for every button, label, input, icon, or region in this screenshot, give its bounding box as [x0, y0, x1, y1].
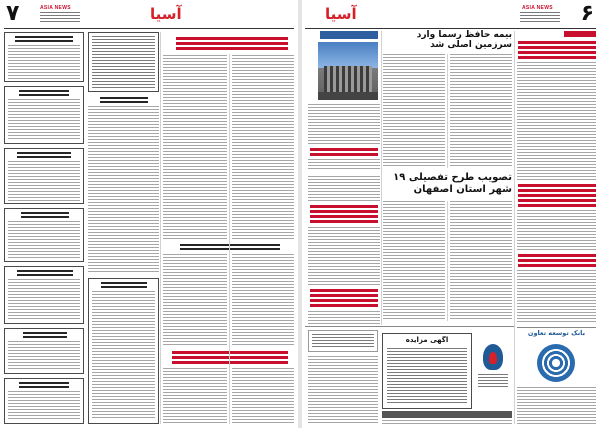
left-page	[0, 0, 298, 428]
body-text-lines	[308, 176, 380, 202]
body-text-lines	[308, 227, 380, 285]
auction-box-title: آگهی مزایده	[405, 336, 449, 344]
notice-box	[4, 86, 84, 144]
highlight-text-lines	[312, 334, 374, 348]
header-rule	[305, 28, 596, 29]
notice-heading-bar	[101, 282, 147, 288]
column-rule	[447, 54, 448, 168]
section-rule	[305, 326, 514, 327]
article-headline	[310, 289, 378, 307]
notice-heading-bar	[21, 212, 69, 218]
notice-text-lines	[8, 279, 80, 321]
auction-text-lines	[387, 348, 467, 405]
article-headline	[518, 184, 596, 207]
auction-notice-box	[382, 333, 472, 409]
notice-box	[88, 32, 159, 92]
body-text-lines	[450, 54, 512, 168]
body-text-lines	[232, 368, 294, 424]
body-text-lines	[232, 254, 294, 346]
header-tag: ASIA NEWS	[522, 5, 553, 11]
body-text-lines	[308, 159, 380, 171]
notice-heading-bar	[19, 90, 69, 96]
news-photo	[318, 42, 378, 100]
body-text-lines	[163, 368, 227, 424]
body-text-lines	[517, 270, 596, 324]
body-text-lines	[383, 201, 445, 321]
notice-heading-bar	[17, 270, 73, 276]
notice-text-lines	[92, 36, 155, 88]
notice-box	[4, 208, 84, 262]
page-number: ۷	[6, 1, 20, 26]
body-text-lines	[383, 54, 445, 168]
body-text-lines	[163, 55, 227, 240]
header-rule	[4, 28, 294, 29]
notice-box	[4, 32, 84, 82]
headline-main: تصویب طرح تفصیلی ۱۹ شهر استان اصفهان	[393, 172, 512, 195]
subheading-bar	[180, 244, 280, 250]
logo-flame-shape	[489, 352, 497, 364]
body-text-lines	[308, 104, 380, 144]
notice-text-lines	[8, 161, 80, 201]
right-page	[302, 0, 600, 428]
photo-building	[324, 66, 372, 92]
body-text-lines	[232, 55, 294, 240]
notice-text-lines	[8, 45, 80, 79]
body-text-lines	[517, 387, 596, 424]
notice-text-lines	[8, 391, 80, 421]
header-info-lines	[40, 12, 80, 24]
bank-logo-text: بانک توسعه تعاون	[527, 330, 586, 337]
footer-strip	[382, 411, 512, 418]
notice-text-lines	[8, 221, 80, 259]
header-info-lines	[520, 12, 560, 24]
column-rule	[514, 31, 515, 424]
body-text-lines	[308, 311, 380, 325]
column-rule	[381, 31, 382, 325]
column-rule	[160, 32, 161, 424]
notice-heading-bar	[23, 332, 67, 338]
article-headline	[518, 254, 596, 267]
header-tag: ASIA NEWS	[40, 5, 71, 11]
notice-text-lines	[8, 99, 80, 141]
notice-heading-bar	[17, 152, 71, 158]
page-number: ۶	[580, 1, 594, 26]
body-text-lines	[517, 210, 596, 250]
notice-box	[4, 266, 84, 324]
logo-caption-lines	[478, 374, 508, 388]
headline-top: بیمه حافظ رسما وارد سرزمین اصلی شد	[416, 30, 512, 51]
notice-box	[88, 278, 159, 424]
notice-box	[4, 148, 84, 204]
notice-text-lines	[8, 341, 80, 371]
section-label	[564, 31, 596, 37]
publication-logo: آسیا	[150, 5, 182, 23]
bank-emblem-icon	[537, 344, 575, 382]
section-rule	[517, 327, 596, 328]
publication-logo: آسیا	[325, 5, 357, 23]
footer-text-lines	[382, 420, 512, 426]
notice-heading-bar	[100, 97, 148, 103]
notice-heading-bar	[15, 36, 73, 42]
article-headline	[176, 37, 288, 50]
notice-box	[4, 328, 84, 374]
highlight-box	[308, 330, 378, 352]
body-text-lines	[450, 201, 512, 321]
body-text-lines	[163, 254, 227, 346]
article-headline	[310, 205, 378, 223]
company-logo-icon	[476, 340, 510, 392]
photo-street	[318, 92, 378, 100]
article-headline	[310, 148, 378, 156]
article-headline	[518, 41, 596, 59]
section-label	[320, 31, 378, 39]
column-rule	[447, 201, 448, 321]
article-headline	[172, 351, 288, 364]
body-text-lines	[517, 62, 596, 180]
body-text-lines	[308, 356, 378, 424]
body-text-lines	[88, 106, 159, 274]
column-rule	[229, 54, 230, 424]
notice-text-lines	[92, 291, 155, 420]
notice-heading-bar	[19, 382, 69, 388]
notice-box	[4, 378, 84, 424]
